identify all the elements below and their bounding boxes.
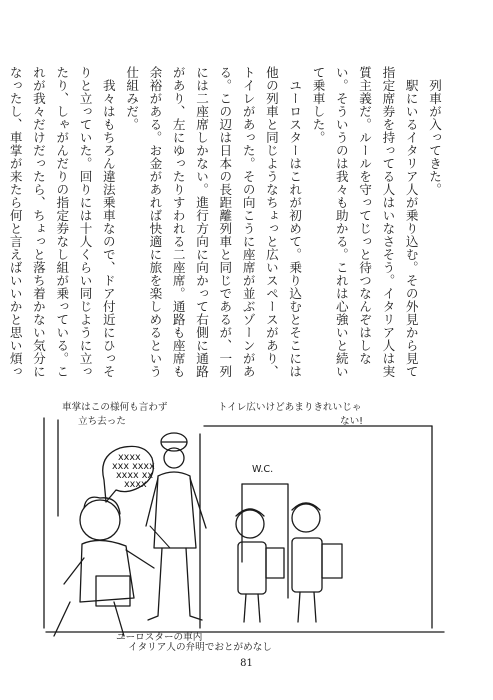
door-sign: W.C. [252, 464, 274, 475]
speech-bubble-line: xxxx xx [116, 470, 154, 481]
train-interior-illustration [40, 398, 452, 653]
caption-toilet-1: トイレ広いけどあまりきれいじゃ [218, 402, 362, 413]
caption-conductor-1: 車掌はこの様何も言わず [62, 402, 168, 413]
caption-conductor-2: 立ち去った [78, 416, 126, 427]
speech-bubble-line: xxxx [124, 479, 147, 490]
paragraph: 駅にいるイタリア人が乗り込む。その外見から見て指定席券を持ってる人はいなさそう。イタリア人は実質主義だ。ルールを守ってじっと待つなんぞはしない。そういうのは我々も助かる。これは心強いと続いて乗車した。 [310, 66, 419, 378]
page-number: 81 [240, 658, 253, 669]
caption-toilet-2: ない! [340, 416, 364, 427]
caption-bottom-1: ユーロスターの車内 [116, 632, 203, 643]
speech-bubble-line: xxxx [118, 452, 141, 463]
paragraph: 列車が入ってきた。 [427, 78, 442, 196]
body-text [7, 66, 446, 381]
speech-bubble-line: xxx xxxx [112, 461, 155, 472]
paragraph: ユーロスターはこれが初めて。乗り込むとそこには他の列車と同じようなちょっと広いスペースがあり、トイレがあった。その向こうに座席が並ぶゾーンがある。この辺は日本の長距離列車と同じであるが、一列には二座席しかない。進行方向に向かって右側に通路があり、左にゆったりすわれる二座席。通路も座席も余裕がある。お金があれば快適に旅を楽しめるという仕組みだ。 [124, 66, 303, 378]
paragraph: 我々はもちろん違法乗車なので、ドア付近にひっそりと立っていた。回りには十人くらい同じように立ったり、しゃがんだりの指定券なし組が乗っている。これが我々だけだったら、ちょっと落ち着かない気分になったし、車掌が来たら何と言えばいいかと思い煩っ [7, 66, 116, 378]
caption-bottom-2: イタリア人の弁明でおとがめなし [128, 642, 272, 653]
